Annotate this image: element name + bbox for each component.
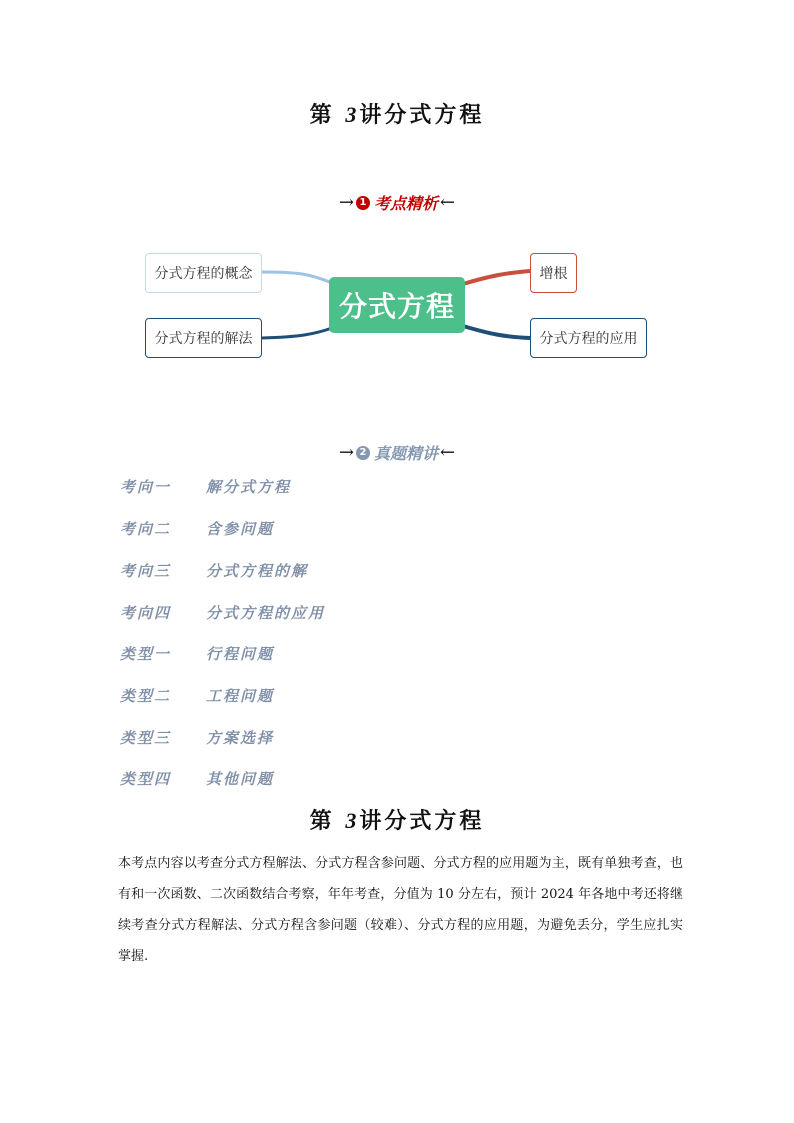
right-arrow-icon: → bbox=[338, 442, 354, 463]
mind-map-node-concept: 分式方程的概念 bbox=[145, 253, 262, 293]
topic-text: 行程问题 bbox=[206, 645, 275, 663]
topic-text: 含参问题 bbox=[206, 520, 275, 538]
section-heading-exam-questions bbox=[0, 441, 794, 464]
list-item bbox=[120, 560, 308, 581]
mind-map-node-solution: 分式方程的解法 bbox=[145, 318, 262, 358]
section-label: 真题精讲 bbox=[373, 444, 438, 463]
list-item bbox=[120, 643, 274, 664]
branch-application bbox=[463, 326, 530, 338]
mind-map bbox=[0, 0, 794, 400]
topic-text: 分式方程的应用 bbox=[206, 604, 326, 622]
left-arrow-icon: ← bbox=[440, 192, 456, 213]
list-item bbox=[120, 727, 274, 748]
topic-tag: 考向一 bbox=[120, 478, 172, 496]
topic-tag: 考向四 bbox=[120, 604, 172, 622]
title-number: 3 bbox=[345, 808, 360, 833]
circled-number-2-icon: 2 bbox=[356, 446, 370, 460]
topic-tag: 类型二 bbox=[120, 687, 172, 705]
topic-text: 方案选择 bbox=[206, 729, 275, 747]
branch-extraneous-root bbox=[463, 271, 530, 284]
list-item bbox=[120, 768, 274, 789]
title-number: 3 bbox=[345, 102, 360, 127]
topic-text: 工程问题 bbox=[206, 687, 275, 705]
title-prefix: 第 bbox=[309, 808, 335, 834]
list-item bbox=[120, 518, 274, 539]
topic-tag: 类型一 bbox=[120, 645, 172, 663]
branch-solution bbox=[262, 328, 332, 338]
branch-concept bbox=[262, 272, 332, 283]
title-suffix: 讲分式方程 bbox=[359, 808, 485, 834]
intro-paragraph: 本考点内容以考查分式方程解法、分式方程含参问题、分式方程的应用题为主，既有单独考查，也有和一次函数、二次函数结合考察，年年考查，分值为 10 分左右，预计 2024 年各地中考还将继续考查分式方程解法、分式方程含参问题（较难）、分式方程的应用题，为避免丢分，学生应扎实掌握. bbox=[118, 856, 683, 964]
title-suffix: 讲分式方程 bbox=[359, 102, 485, 128]
right-arrow-icon: → bbox=[338, 192, 354, 213]
mind-map-branches bbox=[0, 0, 794, 400]
mind-map-center-node: 分式方程 bbox=[329, 277, 465, 333]
list-item bbox=[120, 685, 274, 706]
topic-tag: 考向二 bbox=[120, 520, 172, 538]
topic-tag: 类型三 bbox=[120, 729, 172, 747]
topic-tag: 考向三 bbox=[120, 562, 172, 580]
circled-number-1-icon: 1 bbox=[356, 196, 370, 210]
section-title bbox=[0, 804, 794, 835]
mind-map-node-application: 分式方程的应用 bbox=[530, 318, 647, 358]
topic-text: 分式方程的解 bbox=[206, 562, 309, 580]
topic-tag: 类型四 bbox=[120, 770, 172, 788]
left-arrow-icon: ← bbox=[440, 442, 456, 463]
list-item bbox=[120, 602, 325, 623]
mind-map-node-extraneous-root: 增根 bbox=[530, 253, 577, 293]
topic-text: 其他问题 bbox=[206, 770, 275, 788]
topic-text: 解分式方程 bbox=[206, 478, 292, 496]
title-prefix: 第 bbox=[309, 102, 335, 128]
section-label: 考点精析 bbox=[373, 194, 438, 213]
list-item bbox=[120, 476, 291, 497]
